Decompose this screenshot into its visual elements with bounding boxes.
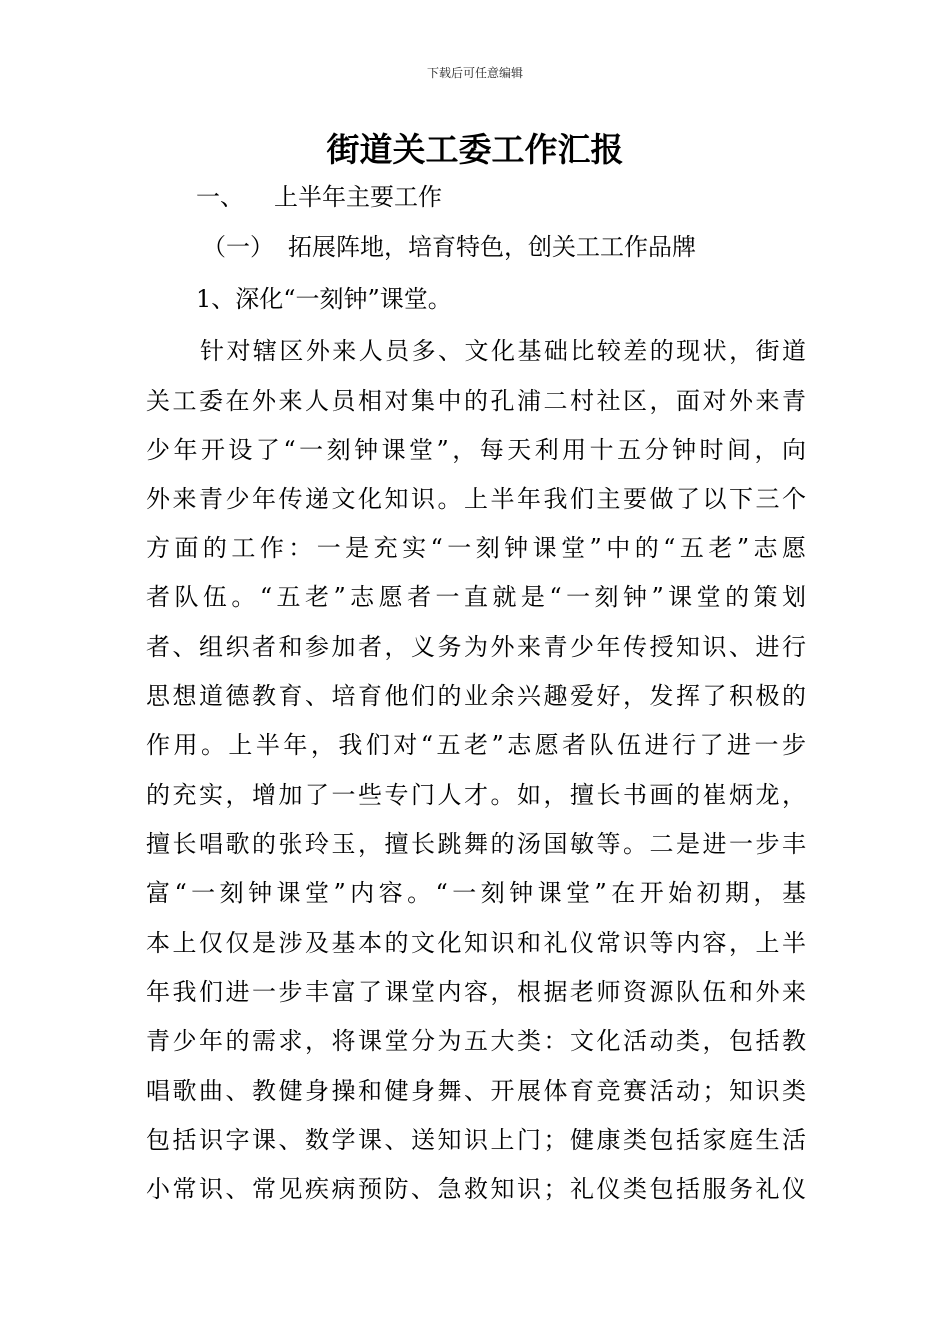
paragraph-line: 作用。上半年，我们对“五老”志愿者队伍进行了进一步: [146, 731, 806, 759]
section-title: 上半年主要工作: [274, 183, 442, 211]
paragraph-line: 外来青少年传递文化知识。上半年我们主要做了以下三个: [146, 485, 806, 513]
paragraph-line: 关工委在外来人员相对集中的孔浦二村社区，面对外来青: [146, 387, 806, 415]
section-number: 一、: [196, 183, 244, 211]
paragraph-line: 年我们进一步丰富了课堂内容，根据老师资源队伍和外来: [146, 978, 806, 1006]
paragraph-line: 包括识字课、数学课、送知识上门；健康类包括家庭生活: [146, 1126, 806, 1154]
paragraph-line: 方面的工作：一是充实“一刻钟课堂”中的“五老”志愿: [146, 534, 806, 562]
paragraph-line: 青少年的需求，将课堂分为五大类：文化活动类，包括教: [146, 1027, 806, 1055]
document-title: 街道关工委工作汇报: [326, 130, 624, 169]
paragraph-line: 富“一刻钟课堂”内容。“一刻钟课堂”在开始初期，基: [146, 879, 806, 907]
paragraph-line: 者、组织者和参加者，义务为外来青少年传授知识、进行: [146, 633, 806, 661]
subsection-heading-1: [202, 230, 696, 264]
paragraph-line: 的充实，增加了一些专门人才。如，擅长书画的崔炳龙，: [146, 781, 806, 809]
section-heading-1: [196, 180, 442, 214]
paragraph-line: 者队伍。“五老”志愿者一直就是“一刻钟”课堂的策划: [146, 583, 806, 611]
page-header-note: 下载后可任意编辑: [426, 66, 523, 80]
paragraph-line: 针对辖区外来人员多、文化基础比较差的现状，街道: [200, 337, 806, 365]
subsection-number: （一）: [202, 233, 274, 261]
paragraph-line: 小常识、常见疾病预防、急救知识；礼仪类包括服务礼仪: [146, 1175, 806, 1203]
paragraph-line: 唱歌曲、教健身操和健身舞、开展体育竞赛活动；知识类: [146, 1077, 806, 1105]
paragraph-line: 本上仅仅是涉及基本的文化知识和礼仪常识等内容，上半: [146, 929, 806, 957]
subsection-title: 拓展阵地，培育特色，创关工工作品牌: [288, 233, 696, 261]
paragraph-line: 擅长唱歌的张玲玉，擅长跳舞的汤国敏等。二是进一步丰: [146, 830, 806, 858]
paragraph-line: 少年开设了“一刻钟课堂”，每天利用十五分钟时间，向: [146, 436, 806, 464]
item-heading-1: 1、深化“一刻钟”课堂。: [196, 285, 452, 313]
paragraph-line: 思想道德教育、培育他们的业余兴趣爱好，发挥了积极的: [146, 682, 806, 710]
